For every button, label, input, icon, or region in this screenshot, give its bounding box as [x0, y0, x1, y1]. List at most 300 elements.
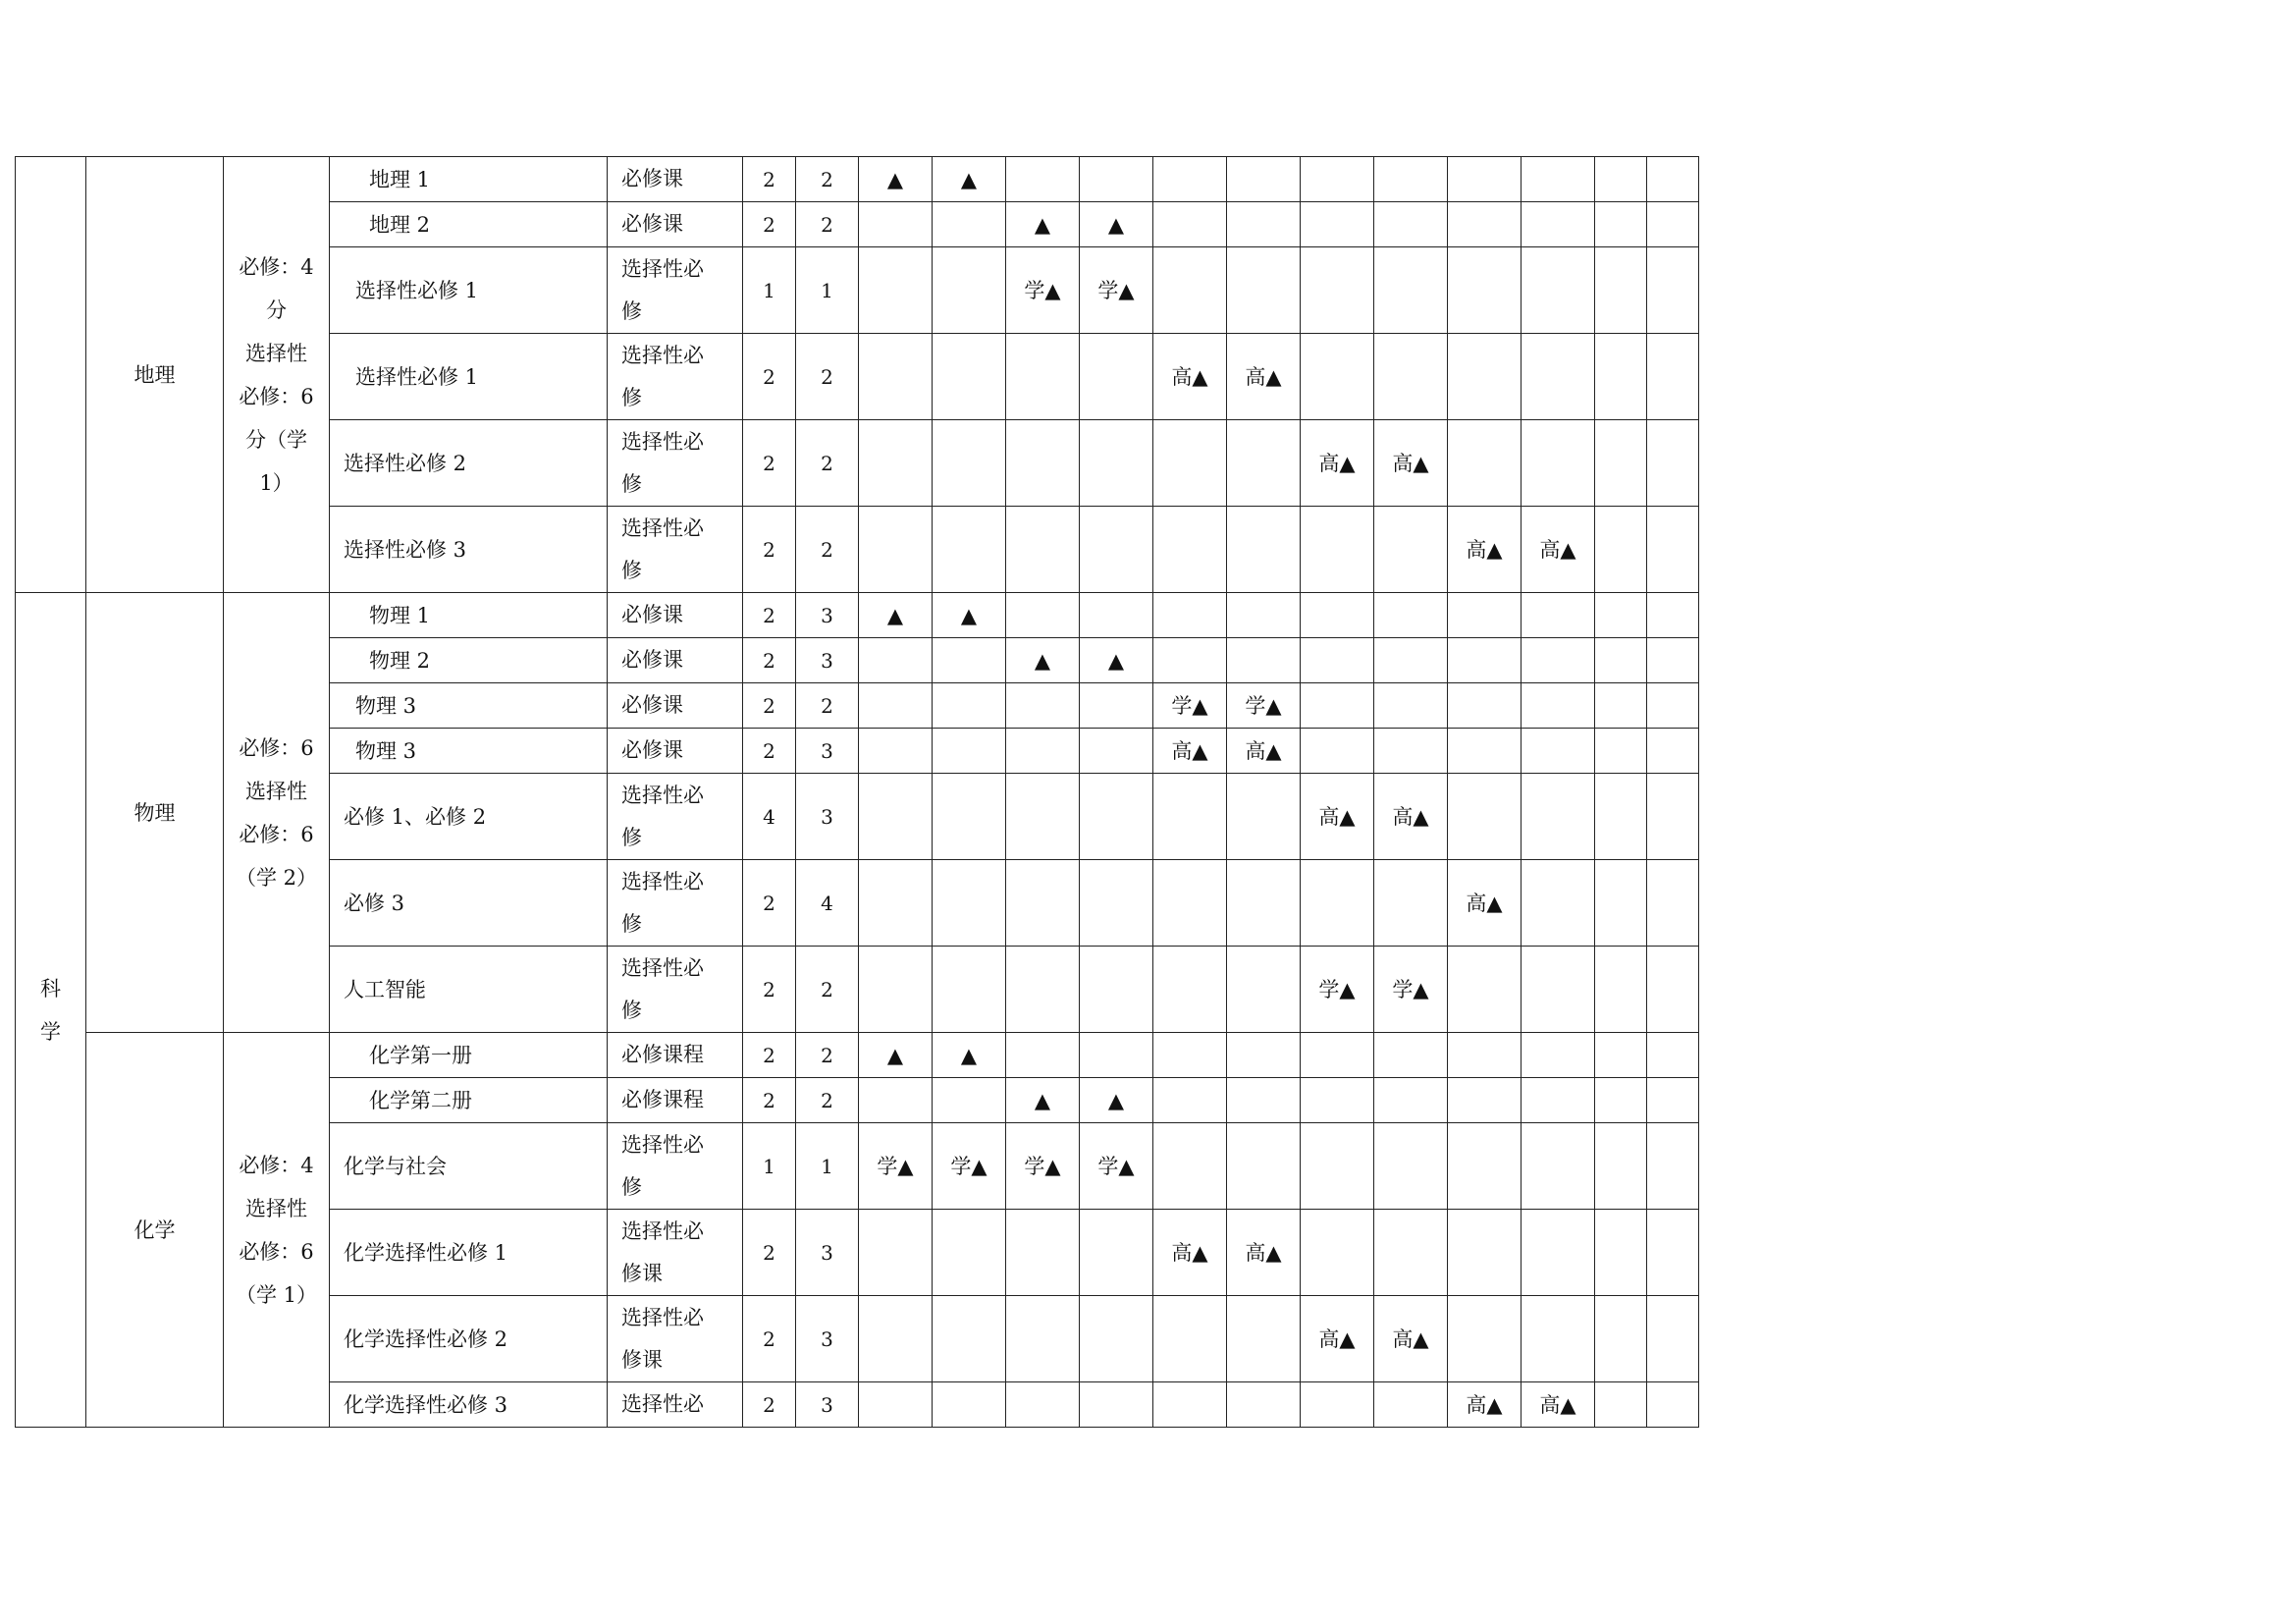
mark: 学▲ [1374, 947, 1448, 1033]
empty-cell [1448, 202, 1522, 247]
hours: 2 [796, 507, 859, 593]
empty-cell [1153, 202, 1227, 247]
empty-cell [1522, 1296, 1595, 1382]
empty-cell [933, 1296, 1006, 1382]
mark: 高▲ [1153, 729, 1227, 774]
empty-cell [1647, 729, 1699, 774]
course-name: 必修 3 [330, 860, 608, 947]
empty-cell [1522, 593, 1595, 638]
empty-cell [859, 1078, 933, 1123]
empty-cell [1227, 420, 1301, 507]
empty-cell [1522, 1078, 1595, 1123]
empty-cell [1522, 774, 1595, 860]
mark: 高▲ [1301, 420, 1374, 507]
empty-cell [1522, 1123, 1595, 1210]
credits: 2 [743, 334, 796, 420]
empty-cell [1647, 593, 1699, 638]
empty-cell [1227, 638, 1301, 683]
course-name: 物理 3 [330, 683, 608, 729]
empty-cell [1647, 947, 1699, 1033]
empty-cell [933, 507, 1006, 593]
empty-cell [1647, 507, 1699, 593]
empty-cell [1080, 1210, 1153, 1296]
course-name: 选择性必修 1 [330, 247, 608, 334]
empty-cell [1227, 1296, 1301, 1382]
empty-cell [1522, 947, 1595, 1033]
empty-cell [933, 683, 1006, 729]
empty-cell [933, 947, 1006, 1033]
mark: ▲ [1080, 1078, 1153, 1123]
course-name: 化学选择性必修 2 [330, 1296, 608, 1382]
hours: 2 [796, 1078, 859, 1123]
course-name: 地理 2 [330, 202, 608, 247]
mark: ▲ [933, 1033, 1006, 1078]
empty-cell [1647, 774, 1699, 860]
course-type: 选择性必 修 [608, 860, 743, 947]
empty-cell [1448, 157, 1522, 202]
empty-cell [933, 774, 1006, 860]
empty-cell [1374, 202, 1448, 247]
course-type: 选择性必 修 [608, 334, 743, 420]
empty-cell [1448, 420, 1522, 507]
mark: ▲ [933, 157, 1006, 202]
empty-cell [1374, 860, 1448, 947]
course-type: 选择性必 修 [608, 774, 743, 860]
empty-cell [1374, 1382, 1448, 1428]
empty-cell [859, 729, 933, 774]
empty-cell [1301, 1078, 1374, 1123]
empty-cell [1647, 1210, 1699, 1296]
empty-cell [859, 202, 933, 247]
credits: 2 [743, 202, 796, 247]
empty-cell [1522, 860, 1595, 947]
course-name: 化学第一册 [330, 1033, 608, 1078]
course-type: 必修课程 [608, 1078, 743, 1123]
empty-cell [1080, 1296, 1153, 1382]
empty-cell [1006, 1033, 1080, 1078]
empty-cell [1080, 1033, 1153, 1078]
empty-cell [1595, 593, 1647, 638]
course-name: 物理 1 [330, 593, 608, 638]
credits: 2 [743, 1033, 796, 1078]
empty-cell [1595, 334, 1647, 420]
course-type: 选择性必 修课 [608, 1296, 743, 1382]
course-name: 化学与社会 [330, 1123, 608, 1210]
credits: 4 [743, 774, 796, 860]
mark: 高▲ [1448, 860, 1522, 947]
empty-cell [1448, 774, 1522, 860]
mark: 学▲ [933, 1123, 1006, 1210]
course-type: 选择性必 修课 [608, 1210, 743, 1296]
empty-cell [1595, 947, 1647, 1033]
empty-cell [1227, 157, 1301, 202]
mark: ▲ [859, 593, 933, 638]
empty-cell [1374, 157, 1448, 202]
empty-cell [1522, 247, 1595, 334]
hours: 2 [796, 947, 859, 1033]
empty-cell [1647, 1078, 1699, 1123]
hours: 3 [796, 729, 859, 774]
empty-cell [1153, 1123, 1227, 1210]
hours: 3 [796, 1382, 859, 1428]
empty-cell [1153, 774, 1227, 860]
empty-cell [1595, 1210, 1647, 1296]
empty-cell [1153, 157, 1227, 202]
credits: 2 [743, 420, 796, 507]
mark: 高▲ [1448, 507, 1522, 593]
course-type: 选择性必 修 [608, 247, 743, 334]
hours: 2 [796, 202, 859, 247]
mark: ▲ [933, 593, 1006, 638]
mark: 高▲ [1227, 334, 1301, 420]
empty-cell [933, 729, 1006, 774]
subject-cell: 地理 [86, 157, 224, 593]
empty-cell [1374, 334, 1448, 420]
empty-cell [1006, 1296, 1080, 1382]
empty-cell [1080, 1382, 1153, 1428]
empty-cell [1374, 1123, 1448, 1210]
mark: 学▲ [1080, 247, 1153, 334]
empty-cell [1374, 683, 1448, 729]
mark: 学▲ [1301, 947, 1374, 1033]
empty-cell [1153, 638, 1227, 683]
empty-cell [1006, 729, 1080, 774]
empty-cell [1595, 1296, 1647, 1382]
course-type: 必修课程 [608, 1033, 743, 1078]
empty-cell [1647, 860, 1699, 947]
mark: 高▲ [1448, 1382, 1522, 1428]
empty-cell [1301, 507, 1374, 593]
empty-cell [1080, 774, 1153, 860]
mark: 高▲ [1374, 1296, 1448, 1382]
empty-cell [1595, 638, 1647, 683]
empty-cell [1153, 507, 1227, 593]
empty-cell [933, 420, 1006, 507]
course-type: 选择性必 修 [608, 420, 743, 507]
empty-cell [1448, 729, 1522, 774]
empty-cell [1080, 420, 1153, 507]
course-type: 必修课 [608, 202, 743, 247]
course-name: 选择性必修 1 [330, 334, 608, 420]
credits: 2 [743, 593, 796, 638]
empty-cell [1374, 729, 1448, 774]
empty-cell [1153, 1078, 1227, 1123]
mark: ▲ [1006, 1078, 1080, 1123]
empty-cell [859, 774, 933, 860]
mark: 高▲ [1153, 1210, 1227, 1296]
empty-cell [1647, 202, 1699, 247]
hours: 2 [796, 334, 859, 420]
area-cell: 科 学 [16, 593, 86, 1428]
course-type: 必修课 [608, 638, 743, 683]
mark: 学▲ [1006, 1123, 1080, 1210]
empty-cell [1595, 860, 1647, 947]
empty-cell [1595, 1123, 1647, 1210]
empty-cell [1227, 1382, 1301, 1428]
empty-cell [1647, 1033, 1699, 1078]
mark: ▲ [859, 157, 933, 202]
empty-cell [1227, 774, 1301, 860]
empty-cell [1595, 507, 1647, 593]
empty-cell [1522, 334, 1595, 420]
credits: 2 [743, 1382, 796, 1428]
mark: 高▲ [1522, 507, 1595, 593]
course-name: 物理 3 [330, 729, 608, 774]
empty-cell [1448, 334, 1522, 420]
empty-cell [1080, 157, 1153, 202]
empty-cell [1006, 683, 1080, 729]
empty-cell [1522, 683, 1595, 729]
empty-cell [1227, 1033, 1301, 1078]
empty-cell [1595, 1078, 1647, 1123]
empty-cell [1374, 1033, 1448, 1078]
hours: 3 [796, 638, 859, 683]
hours: 3 [796, 1210, 859, 1296]
credits: 1 [743, 1123, 796, 1210]
empty-cell [1227, 1078, 1301, 1123]
empty-cell [1301, 1382, 1374, 1428]
course-type: 必修课 [608, 683, 743, 729]
empty-cell [859, 1296, 933, 1382]
empty-cell [1374, 1210, 1448, 1296]
empty-cell [1595, 729, 1647, 774]
empty-cell [1647, 683, 1699, 729]
empty-cell [1595, 1382, 1647, 1428]
empty-cell [1522, 729, 1595, 774]
empty-cell [1006, 1210, 1080, 1296]
area-cell-empty [16, 157, 86, 593]
empty-cell [1301, 860, 1374, 947]
empty-cell [1153, 1296, 1227, 1382]
requirement-cell: 必修：4 选择性 必修：6 （学 1） [224, 1033, 330, 1428]
empty-cell [859, 247, 933, 334]
hours: 1 [796, 247, 859, 334]
hours: 2 [796, 157, 859, 202]
empty-cell [1448, 1033, 1522, 1078]
empty-cell [1301, 247, 1374, 334]
empty-cell [1006, 593, 1080, 638]
empty-cell [1448, 638, 1522, 683]
mark: 学▲ [859, 1123, 933, 1210]
empty-cell [1227, 1123, 1301, 1210]
empty-cell [1006, 507, 1080, 593]
mark: ▲ [859, 1033, 933, 1078]
mark: ▲ [1080, 202, 1153, 247]
empty-cell [1595, 774, 1647, 860]
empty-cell [1595, 683, 1647, 729]
requirement-cell: 必修：6 选择性 必修：6 （学 2） [224, 593, 330, 1033]
empty-cell [859, 638, 933, 683]
empty-cell [1595, 420, 1647, 507]
empty-cell [1080, 593, 1153, 638]
course-name: 物理 2 [330, 638, 608, 683]
credits: 2 [743, 729, 796, 774]
empty-cell [1647, 1123, 1699, 1210]
empty-cell [1374, 593, 1448, 638]
empty-cell [1227, 860, 1301, 947]
empty-cell [1153, 860, 1227, 947]
empty-cell [1448, 1078, 1522, 1123]
mark: 高▲ [1153, 334, 1227, 420]
empty-cell [1448, 593, 1522, 638]
table-row [16, 157, 1699, 202]
empty-cell [1301, 638, 1374, 683]
empty-cell [1522, 202, 1595, 247]
empty-cell [1647, 157, 1699, 202]
empty-cell [1153, 420, 1227, 507]
empty-cell [1595, 157, 1647, 202]
empty-cell [1301, 1210, 1374, 1296]
empty-cell [859, 1382, 933, 1428]
hours: 1 [796, 1123, 859, 1210]
mark: 高▲ [1301, 1296, 1374, 1382]
course-schedule-table [15, 156, 1699, 1428]
credits: 2 [743, 947, 796, 1033]
empty-cell [933, 247, 1006, 334]
credits: 2 [743, 1296, 796, 1382]
empty-cell [1647, 638, 1699, 683]
hours: 2 [796, 683, 859, 729]
credits: 2 [743, 157, 796, 202]
empty-cell [1301, 1123, 1374, 1210]
empty-cell [1006, 1382, 1080, 1428]
credits: 2 [743, 1210, 796, 1296]
empty-cell [1227, 247, 1301, 334]
course-name: 化学第二册 [330, 1078, 608, 1123]
subject-cell: 物理 [86, 593, 224, 1033]
course-type: 必修课 [608, 157, 743, 202]
course-type: 选择性必 修 [608, 1123, 743, 1210]
hours: 3 [796, 774, 859, 860]
empty-cell [1301, 683, 1374, 729]
requirement-cell: 必修：4 分 选择性 必修：6 分（学 1） [224, 157, 330, 593]
empty-cell [1227, 593, 1301, 638]
empty-cell [1006, 947, 1080, 1033]
empty-cell [1153, 1382, 1227, 1428]
hours: 2 [796, 1033, 859, 1078]
empty-cell [933, 202, 1006, 247]
empty-cell [1647, 334, 1699, 420]
mark: 高▲ [1374, 774, 1448, 860]
empty-cell [1374, 1078, 1448, 1123]
empty-cell [1080, 507, 1153, 593]
empty-cell [1595, 1033, 1647, 1078]
empty-cell [1595, 247, 1647, 334]
course-type: 选择性必 修 [608, 507, 743, 593]
empty-cell [1647, 420, 1699, 507]
table-row [16, 1033, 1699, 1078]
empty-cell [859, 334, 933, 420]
empty-cell [1647, 1296, 1699, 1382]
empty-cell [1448, 1210, 1522, 1296]
empty-cell [1227, 947, 1301, 1033]
empty-cell [859, 860, 933, 947]
empty-cell [1080, 683, 1153, 729]
credits: 2 [743, 638, 796, 683]
empty-cell [933, 638, 1006, 683]
empty-cell [1227, 202, 1301, 247]
course-type: 选择性必 [608, 1382, 743, 1428]
empty-cell [1522, 420, 1595, 507]
mark: 学▲ [1227, 683, 1301, 729]
empty-cell [1522, 1210, 1595, 1296]
credits: 2 [743, 507, 796, 593]
mark: 学▲ [1080, 1123, 1153, 1210]
hours: 3 [796, 593, 859, 638]
empty-cell [1301, 1033, 1374, 1078]
empty-cell [1522, 1033, 1595, 1078]
empty-cell [1301, 729, 1374, 774]
empty-cell [933, 1210, 1006, 1296]
empty-cell [1301, 157, 1374, 202]
empty-cell [1301, 593, 1374, 638]
course-type: 选择性必 修 [608, 947, 743, 1033]
course-name: 化学选择性必修 1 [330, 1210, 608, 1296]
mark: ▲ [1006, 202, 1080, 247]
credits: 2 [743, 683, 796, 729]
empty-cell [933, 860, 1006, 947]
course-type: 必修课 [608, 593, 743, 638]
empty-cell [1374, 247, 1448, 334]
mark: 学▲ [1006, 247, 1080, 334]
mark: 高▲ [1374, 420, 1448, 507]
empty-cell [859, 683, 933, 729]
empty-cell [933, 1382, 1006, 1428]
empty-cell [1448, 247, 1522, 334]
empty-cell [933, 1078, 1006, 1123]
empty-cell [1153, 593, 1227, 638]
hours: 2 [796, 420, 859, 507]
credits: 2 [743, 860, 796, 947]
mark: ▲ [1006, 638, 1080, 683]
empty-cell [1522, 157, 1595, 202]
mark: 学▲ [1153, 683, 1227, 729]
empty-cell [1006, 774, 1080, 860]
empty-cell [1227, 507, 1301, 593]
empty-cell [1448, 1123, 1522, 1210]
empty-cell [859, 420, 933, 507]
empty-cell [1153, 1033, 1227, 1078]
empty-cell [1448, 683, 1522, 729]
mark: 高▲ [1522, 1382, 1595, 1428]
course-type: 必修课 [608, 729, 743, 774]
empty-cell [1301, 334, 1374, 420]
table-row [16, 593, 1699, 638]
empty-cell [1006, 334, 1080, 420]
empty-cell [1448, 947, 1522, 1033]
course-name: 选择性必修 2 [330, 420, 608, 507]
empty-cell [1006, 420, 1080, 507]
empty-cell [1080, 334, 1153, 420]
course-name: 必修 1、必修 2 [330, 774, 608, 860]
mark: 高▲ [1227, 729, 1301, 774]
hours: 3 [796, 1296, 859, 1382]
empty-cell [933, 334, 1006, 420]
empty-cell [1153, 247, 1227, 334]
empty-cell [1647, 247, 1699, 334]
empty-cell [1080, 729, 1153, 774]
empty-cell [1153, 947, 1227, 1033]
course-name: 人工智能 [330, 947, 608, 1033]
hours: 4 [796, 860, 859, 947]
empty-cell [859, 1210, 933, 1296]
course-name: 化学选择性必修 3 [330, 1382, 608, 1428]
course-name: 选择性必修 3 [330, 507, 608, 593]
credits: 2 [743, 1078, 796, 1123]
empty-cell [1080, 860, 1153, 947]
empty-cell [1374, 638, 1448, 683]
empty-cell [1448, 1296, 1522, 1382]
